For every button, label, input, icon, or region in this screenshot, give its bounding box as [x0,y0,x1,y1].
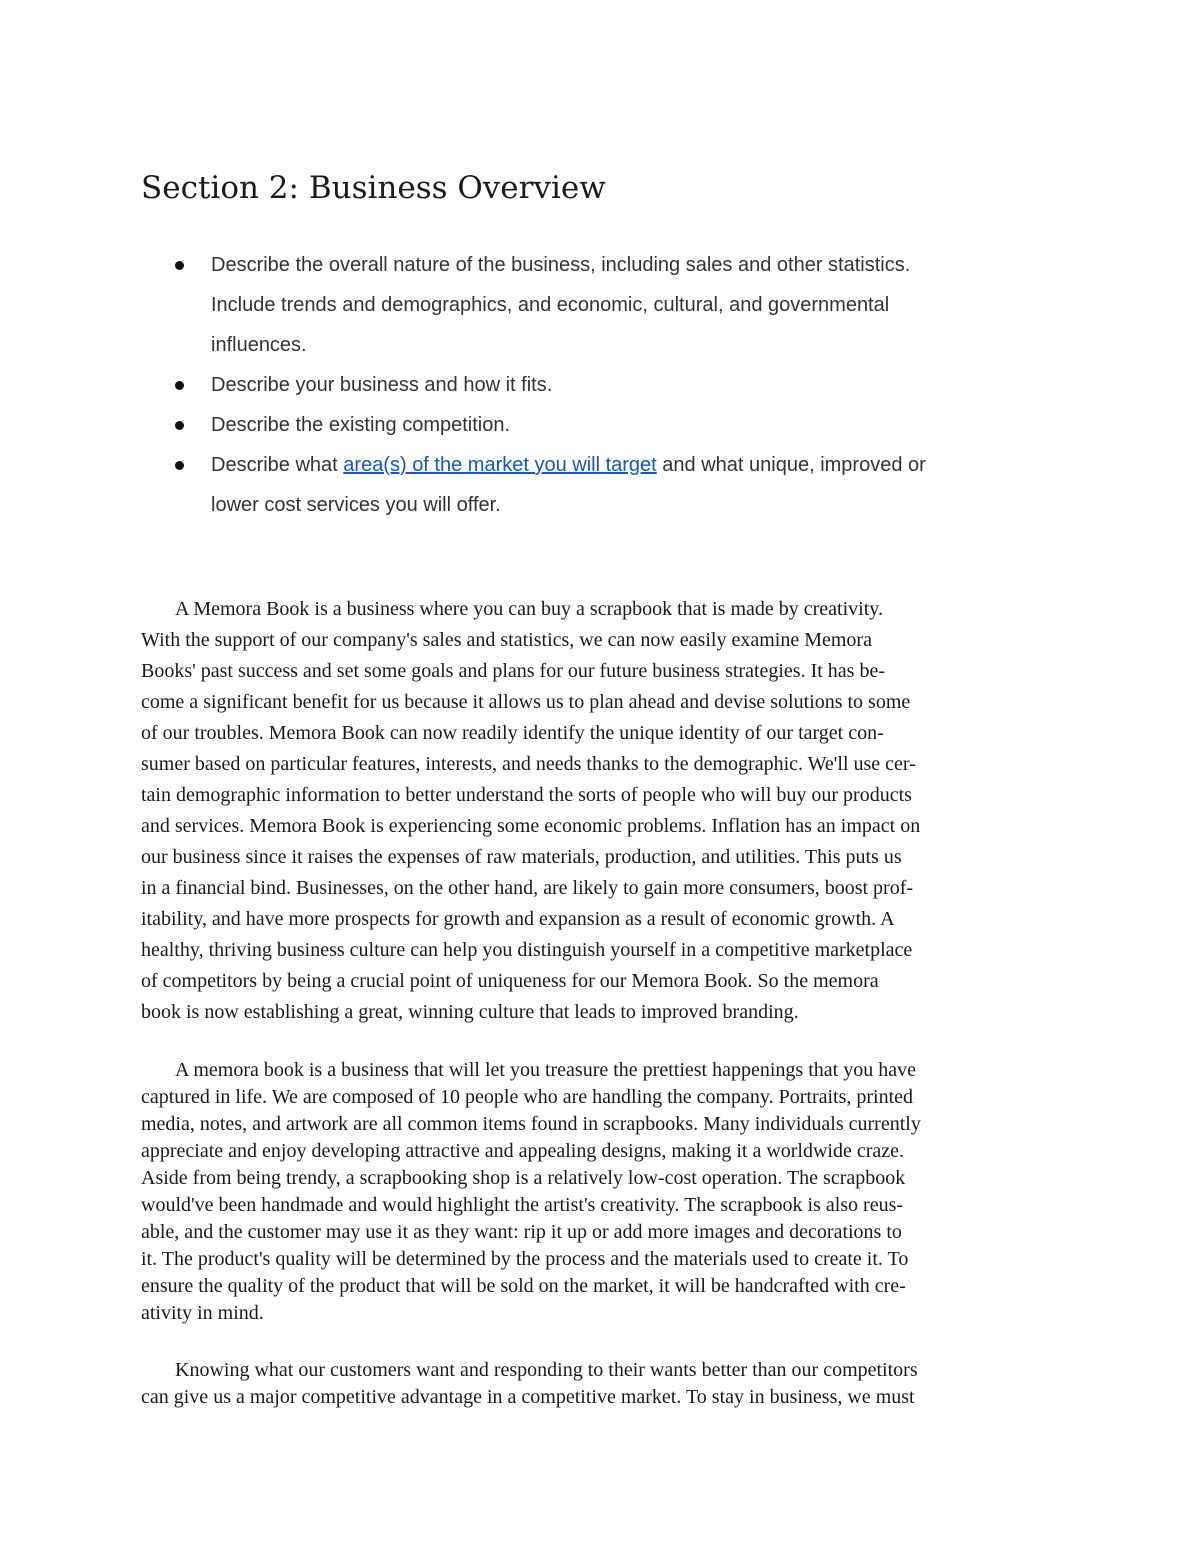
paragraph-line: of our troubles. Memora Book can now readily identify the unique identity of our target con- [141,722,884,744]
list-item-text: influences. [211,334,307,356]
paragraph-line: would've been handmade and would highlight the artist's creativity. The scrapbook is also reus- [141,1194,904,1216]
body-paragraph-3 [141,1357,1061,1411]
paragraph-line: of competitors by being a crucial point of uniqueness for our Memora Book. So the memora [141,970,879,992]
paragraph-line: A memora book is a business that will let you treasure the prettiest happenings that you have [175,1059,916,1081]
bullet-dot-icon [175,381,184,390]
paragraph-line: book is now establishing a great, winning culture that leads to improved branding. [141,1001,799,1023]
list-item [0,245,1071,365]
list-item-text: Describe your business and how it fits. [211,374,553,396]
bullet-dot-icon [175,261,184,270]
paragraph-line: come a significant benefit for us because it allows us to plan ahead and devise solutions to some [141,691,911,713]
list-item-text: lower cost services you will offer. [211,494,501,516]
paragraph-line: ensure the quality of the product that will be sold on the market, it will be handcrafted with cre- [141,1275,906,1297]
list-item [0,445,1071,525]
paragraph-line: appreciate and enjoy developing attractive and appealing designs, making it a worldwide craze. [141,1140,905,1162]
paragraph-line: it. The product's quality will be determined by the process and the materials used to create it. To [141,1248,909,1270]
paragraph-line: Books' past success and set some goals and plans for our future business strategies. It has be- [141,660,886,682]
paragraph-line: captured in life. We are composed of 10 people who are handling the company. Portraits, printed [141,1086,914,1108]
bullet-dot-icon [175,461,184,470]
instruction-list [0,245,1200,525]
paragraph-line: able, and the customer may use it as they want: rip it up or add more images and decorations to [141,1221,902,1243]
list-item-text: Include trends and demographics, and economic, cultural, and governmental [211,294,890,316]
paragraph-line: Aside from being trendy, a scrapbooking shop is a relatively low-cost operation. The scrapbook [141,1167,906,1189]
paragraph-line: can give us a major competitive advantage in a competitive market. To stay in business, we must [141,1386,915,1408]
section-title: Section 2: Business Overview [141,170,606,206]
paragraph-line: A Memora Book is a business where you can buy a scrapbook that is made by creativity. [175,598,883,620]
paragraph-line: our business since it raises the expenses of raw materials, production, and utilities. This puts us [141,846,902,868]
paragraph-line: itability, and have more prospects for growth and expansion as a result of economic growth. A [141,908,895,930]
list-item-text-after: and what unique, improved or [656,454,926,476]
list-item-text-before: Describe what [211,454,344,476]
body-paragraph-1 [141,594,1061,1028]
list-item-text: Describe the overall nature of the business, including sales and other statistics. [211,254,911,276]
paragraph-line: in a financial bind. Businesses, on the other hand, are likely to gain more consumers, boost prof- [141,877,914,899]
paragraph-line: sumer based on particular features, interests, and needs thanks to the demographic. We'll use cer- [141,753,916,775]
paragraph-line: tain demographic information to better understand the sorts of people who will buy our products [141,784,912,806]
list-item-text: Describe the existing competition. [211,414,511,436]
list-item-text [211,445,1071,485]
list-item [0,405,1071,445]
paragraph-line: healthy, thriving business culture can help you distinguish yourself in a competitive marketplace [141,939,913,961]
bullet-dot-icon [175,421,184,430]
body-paragraph-2 [141,1057,1061,1327]
paragraph-line: Knowing what our customers want and responding to their wants better than our competitors [175,1359,918,1381]
paragraph-line: With the support of our company's sales and statistics, we can now easily examine Memora [141,629,872,651]
target-market-link[interactable]: area(s) of the market you will target [343,454,657,476]
paragraph-line: media, notes, and artwork are all common items found in scrapbooks. Many individuals currently [141,1113,921,1135]
paragraph-line: and services. Memora Book is experiencing some economic problems. Inflation has an impact on [141,815,921,837]
list-item [0,365,1071,405]
paragraph-line: ativity in mind. [141,1302,264,1324]
